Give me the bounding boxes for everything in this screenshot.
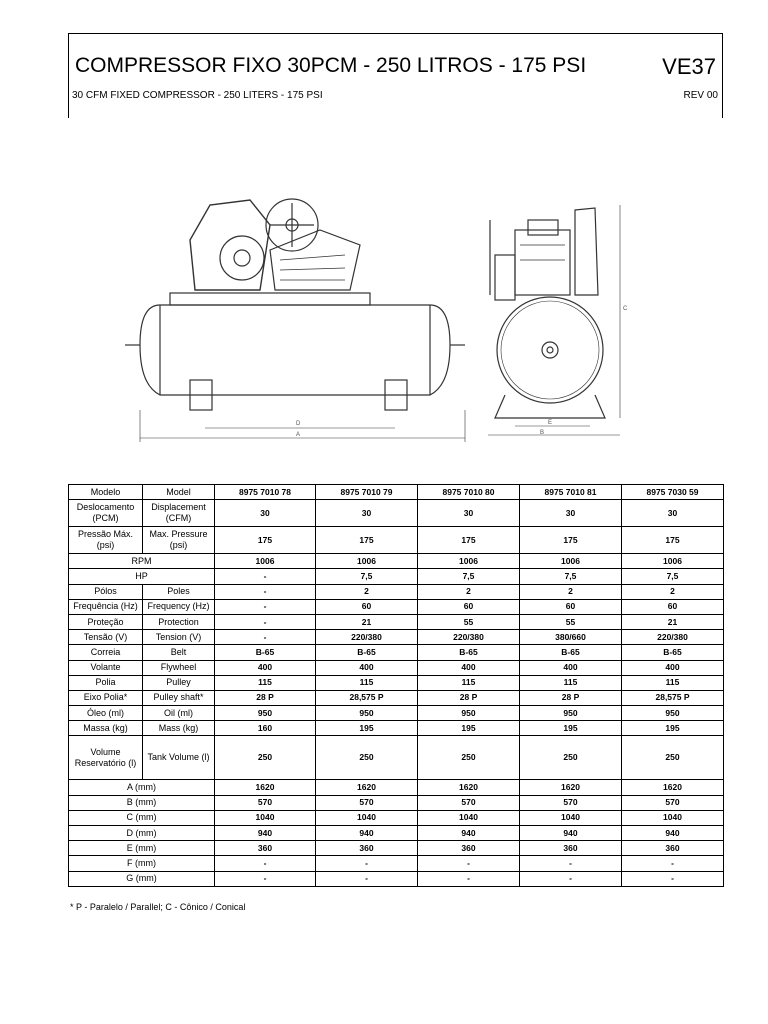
- row-label-pt: Proteção: [69, 614, 143, 629]
- table-row: [69, 871, 724, 886]
- value-cell: 940: [520, 826, 622, 841]
- value-cell: 250: [520, 736, 622, 780]
- row-label: D (mm): [69, 826, 215, 841]
- value-cell: 360: [520, 841, 622, 856]
- value-cell: 7,5: [622, 569, 724, 584]
- value-cell: 55: [418, 614, 520, 629]
- value-cell: 250: [215, 736, 316, 780]
- value-cell: 400: [316, 660, 418, 675]
- value-cell: 1040: [622, 810, 724, 825]
- value-cell: 175: [418, 527, 520, 554]
- value-cell: 30: [622, 500, 724, 527]
- value-cell: 570: [622, 795, 724, 810]
- value-cell: 1006: [316, 554, 418, 569]
- row-label-en: Frequency (Hz): [143, 599, 215, 614]
- row-label-pt: Deslocamento (PCM): [69, 500, 143, 527]
- row-label-pt: Óleo (ml): [69, 706, 143, 721]
- row-label-en: Tension (V): [143, 630, 215, 645]
- footnote: * P - Paralelo / Parallel; C - Cônico / Conical: [70, 902, 246, 912]
- value-cell: 950: [418, 706, 520, 721]
- value-cell: 950: [316, 706, 418, 721]
- value-cell: 940: [215, 826, 316, 841]
- value-cell: 115: [622, 675, 724, 690]
- value-cell: 175: [316, 527, 418, 554]
- value-cell: 220/380: [622, 630, 724, 645]
- value-cell: 360: [316, 841, 418, 856]
- row-label-pt: Pressão Máx. (psi): [69, 527, 143, 554]
- value-cell: B-65: [520, 645, 622, 660]
- value-cell: -: [316, 856, 418, 871]
- value-cell: -: [215, 569, 316, 584]
- value-cell: 115: [520, 675, 622, 690]
- value-cell: 60: [418, 599, 520, 614]
- table-row: [69, 706, 724, 721]
- value-cell: 28 P: [520, 690, 622, 705]
- value-cell: 7,5: [316, 569, 418, 584]
- header-cell: Model: [143, 485, 215, 500]
- row-label-en: Pulley shaft*: [143, 690, 215, 705]
- value-cell: -: [215, 599, 316, 614]
- table-row: [69, 721, 724, 736]
- value-cell: 940: [418, 826, 520, 841]
- row-label: RPM: [69, 554, 215, 569]
- value-cell: 2: [418, 584, 520, 599]
- compressor-drawing: [120, 130, 640, 470]
- row-label: HP: [69, 569, 215, 584]
- value-cell: 940: [622, 826, 724, 841]
- row-label-pt: Correia: [69, 645, 143, 660]
- value-cell: 1620: [316, 780, 418, 795]
- value-cell: 400: [622, 660, 724, 675]
- value-cell: 195: [418, 721, 520, 736]
- value-cell: 60: [622, 599, 724, 614]
- row-label-en: Displacement (CFM): [143, 500, 215, 527]
- header-cell: 8975 7010 80: [418, 485, 520, 500]
- row-label-en: Mass (kg): [143, 721, 215, 736]
- value-cell: 115: [215, 675, 316, 690]
- value-cell: -: [520, 871, 622, 886]
- header-cell: 8975 7010 81: [520, 485, 622, 500]
- value-cell: -: [418, 856, 520, 871]
- row-label-pt: Tensão (V): [69, 630, 143, 645]
- value-cell: 1620: [418, 780, 520, 795]
- row-label-en: Pulley: [143, 675, 215, 690]
- table-header-row: [69, 485, 724, 500]
- table-row: [69, 826, 724, 841]
- row-label-pt: Volume Reservatório (l): [69, 736, 143, 780]
- value-cell: 1620: [215, 780, 316, 795]
- value-cell: 950: [520, 706, 622, 721]
- value-cell: 950: [622, 706, 724, 721]
- value-cell: B-65: [418, 645, 520, 660]
- value-cell: 400: [418, 660, 520, 675]
- row-label-pt: Volante: [69, 660, 143, 675]
- value-cell: 21: [622, 614, 724, 629]
- value-cell: 60: [316, 599, 418, 614]
- table-row: [69, 614, 724, 629]
- value-cell: -: [215, 584, 316, 599]
- dim-label-a: A: [296, 432, 301, 438]
- value-cell: 220/380: [418, 630, 520, 645]
- table-row: [69, 690, 724, 705]
- row-label: B (mm): [69, 795, 215, 810]
- value-cell: 195: [622, 721, 724, 736]
- front-view: [488, 205, 620, 435]
- value-cell: 250: [622, 736, 724, 780]
- document-subtitle: 30 CFM FIXED COMPRESSOR - 250 LITERS - 175 PSI: [72, 90, 323, 101]
- value-cell: 28,575 P: [316, 690, 418, 705]
- value-cell: 30: [215, 500, 316, 527]
- value-cell: 28,575 P: [622, 690, 724, 705]
- table-row: [69, 554, 724, 569]
- value-cell: 60: [520, 599, 622, 614]
- value-cell: 1006: [418, 554, 520, 569]
- value-cell: B-65: [316, 645, 418, 660]
- side-view: [125, 199, 465, 442]
- value-cell: 1006: [215, 554, 316, 569]
- table-row: [69, 584, 724, 599]
- table-row: [69, 736, 724, 780]
- value-cell: 1620: [520, 780, 622, 795]
- header-cell: 8975 7010 79: [316, 485, 418, 500]
- value-cell: 950: [215, 706, 316, 721]
- value-cell: -: [418, 871, 520, 886]
- value-cell: 1040: [418, 810, 520, 825]
- value-cell: -: [215, 856, 316, 871]
- value-cell: 115: [418, 675, 520, 690]
- value-cell: 570: [215, 795, 316, 810]
- value-cell: 2: [520, 584, 622, 599]
- table-row: [69, 675, 724, 690]
- value-cell: 1006: [622, 554, 724, 569]
- table-row: [69, 599, 724, 614]
- row-label-en: Poles: [143, 584, 215, 599]
- table-row: [69, 527, 724, 554]
- document-title: COMPRESSOR FIXO 30PCM - 250 LITROS - 175 PSI: [75, 54, 587, 77]
- table-row: [69, 780, 724, 795]
- value-cell: 220/380: [316, 630, 418, 645]
- row-label-en: Oil (ml): [143, 706, 215, 721]
- value-cell: -: [622, 856, 724, 871]
- value-cell: 250: [418, 736, 520, 780]
- value-cell: -: [215, 630, 316, 645]
- row-label-pt: Massa (kg): [69, 721, 143, 736]
- dim-label-e: E: [548, 420, 553, 426]
- value-cell: -: [622, 871, 724, 886]
- value-cell: 380/660: [520, 630, 622, 645]
- row-label-en: Max. Pressure (psi): [143, 527, 215, 554]
- value-cell: 360: [622, 841, 724, 856]
- value-cell: 30: [316, 500, 418, 527]
- row-label: C (mm): [69, 810, 215, 825]
- table-row: [69, 856, 724, 871]
- table-row: [69, 645, 724, 660]
- value-cell: 570: [316, 795, 418, 810]
- value-cell: -: [520, 856, 622, 871]
- row-label: A (mm): [69, 780, 215, 795]
- row-label-en: Flywheel: [143, 660, 215, 675]
- table-row: [69, 795, 724, 810]
- value-cell: 940: [316, 826, 418, 841]
- value-cell: B-65: [622, 645, 724, 660]
- value-cell: 360: [215, 841, 316, 856]
- value-cell: 7,5: [418, 569, 520, 584]
- value-cell: 1040: [215, 810, 316, 825]
- header-cell: 8975 7030 59: [622, 485, 724, 500]
- value-cell: 28 P: [215, 690, 316, 705]
- row-label-pt: Polia: [69, 675, 143, 690]
- value-cell: -: [215, 871, 316, 886]
- value-cell: 400: [215, 660, 316, 675]
- revision-label: REV 00: [683, 90, 718, 101]
- value-cell: 55: [520, 614, 622, 629]
- row-label-pt: Frequência (Hz): [69, 599, 143, 614]
- dim-label-c: C: [623, 306, 628, 312]
- value-cell: 1040: [520, 810, 622, 825]
- row-label-en: Tank Volume (l): [143, 736, 215, 780]
- value-cell: 570: [520, 795, 622, 810]
- value-cell: 175: [215, 527, 316, 554]
- specification-table: [68, 484, 724, 887]
- table-row: [69, 569, 724, 584]
- value-cell: 175: [520, 527, 622, 554]
- value-cell: 175: [622, 527, 724, 554]
- value-cell: 360: [418, 841, 520, 856]
- row-label-en: Belt: [143, 645, 215, 660]
- value-cell: 28 P: [418, 690, 520, 705]
- value-cell: 195: [520, 721, 622, 736]
- value-cell: -: [215, 614, 316, 629]
- value-cell: 21: [316, 614, 418, 629]
- value-cell: 2: [316, 584, 418, 599]
- row-label: G (mm): [69, 871, 215, 886]
- value-cell: 400: [520, 660, 622, 675]
- value-cell: 115: [316, 675, 418, 690]
- header-cell: 8975 7010 78: [215, 485, 316, 500]
- value-cell: 30: [520, 500, 622, 527]
- dim-label-b: B: [540, 430, 545, 436]
- row-label-pt: Eixo Polia*: [69, 690, 143, 705]
- table-row: [69, 630, 724, 645]
- table-row: [69, 810, 724, 825]
- dim-label-d: D: [296, 421, 301, 427]
- value-cell: 195: [316, 721, 418, 736]
- row-label: F (mm): [69, 856, 215, 871]
- value-cell: -: [316, 871, 418, 886]
- value-cell: 2: [622, 584, 724, 599]
- row-label-pt: Pólos: [69, 584, 143, 599]
- row-label-en: Protection: [143, 614, 215, 629]
- row-label: E (mm): [69, 841, 215, 856]
- value-cell: 1040: [316, 810, 418, 825]
- table-row: [69, 660, 724, 675]
- value-cell: 1620: [622, 780, 724, 795]
- value-cell: 250: [316, 736, 418, 780]
- value-cell: B-65: [215, 645, 316, 660]
- value-cell: 30: [418, 500, 520, 527]
- value-cell: 160: [215, 721, 316, 736]
- header-box: [68, 33, 723, 118]
- value-cell: 570: [418, 795, 520, 810]
- document-code: VE37: [662, 54, 716, 79]
- table-row: [69, 841, 724, 856]
- value-cell: 7,5: [520, 569, 622, 584]
- header-cell: Modelo: [69, 485, 143, 500]
- value-cell: 1006: [520, 554, 622, 569]
- table-row: [69, 500, 724, 527]
